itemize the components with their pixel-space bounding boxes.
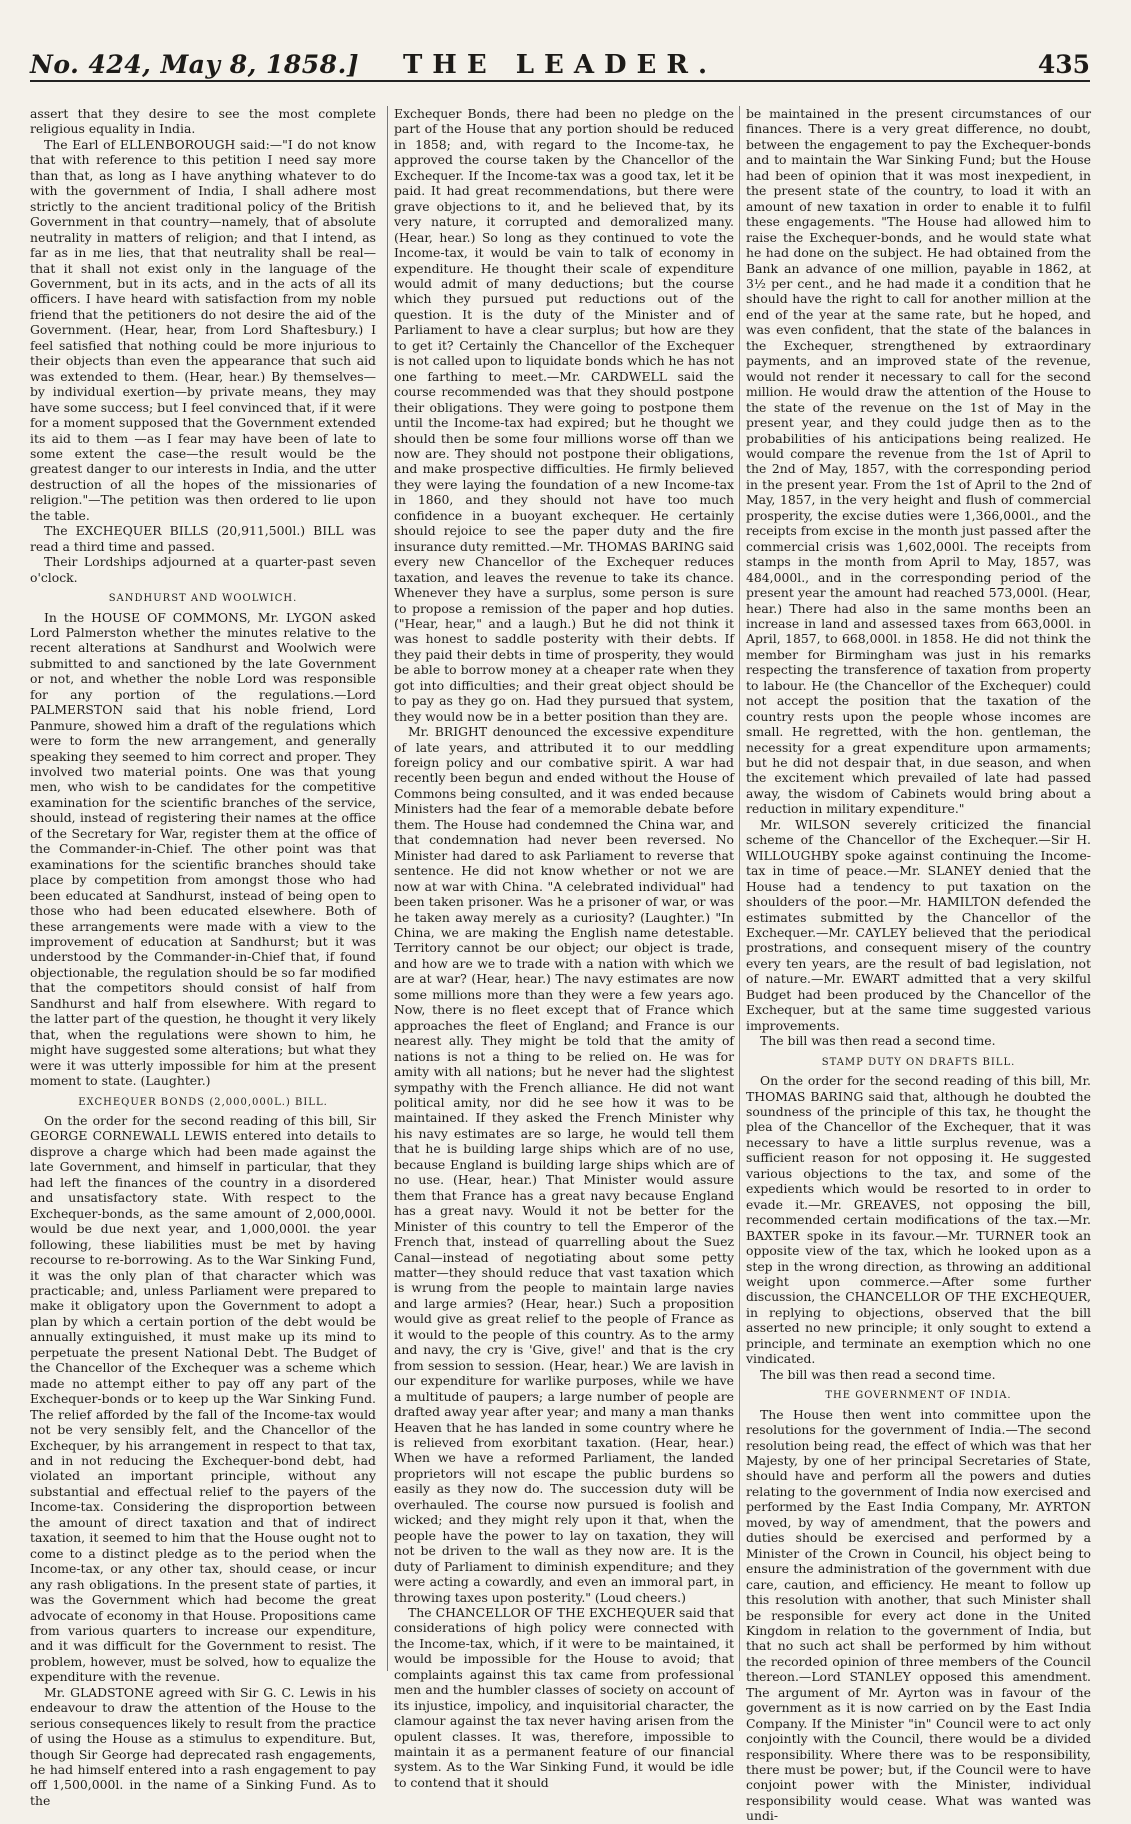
article-paragraph: Mr. GLADSTONE agreed with Sir G. C. Lewis in his endeavour to draw the attention of the House to the serious consequences likely to result from the practice of using the House as a stimulus to expenditure. But, though Sir George had deprecated rash engagements, he had himself entered into a rash engagement to pay off 1,500,000l. in the name of a Sinking Fund. As to the	[30, 1684, 376, 1808]
article-paragraph: The bill was then read a second time.	[760, 1033, 996, 1049]
issue-date: No. 424, May 8, 1858.]	[30, 50, 360, 79]
article-paragraph: Mr. WILSON severely criticized the financial scheme of the Chancellor of the Exchequer.—Sir H. WILLOUGHBY spoke against continuing the Income-tax in time of peace.—Mr. SLANEY denied that the House had a tendency to put taxation on the shoulders of the poor.—Mr. HAMILTON defended the estimates submitted by the Chancellor of the Exchequer.—Mr. CAYLEY believed that the periodical prostrations, and consequent misery of the country every ten years, are the result of bad legislation, not of nature.—Mr. EWART admitted that a very skilful Budget had been produced by the Chancellor of the Exchequer, but at the same time suggested various improvements.	[746, 816, 1091, 1033]
article-paragraph: The House then went into committee upon the resolutions for the government of India.—The second resolution being read, the effect of which was that her Majesty, by one of her principal Secretaries of State, should have and perform all the powers and duties relating to the government of India now exercised and performed by the East India Company, Mr. AYRTON moved, by way of amendment, that the powers and duties should be exercised and performed by a Minister of the Crown in Council, his object being to ensure the administration of the government with due care, caution, and efficiency. He meant to follow up this resolution with another, that such Minister shall be responsible for every act done in the United Kingdom in relation to the government of India, but that no such act shall be performed by him without the recorded opinion of three members of the Council thereon.—Lord STANLEY opposed this amendment. The argument of Mr. Ayrton was in favour of the government as it is now carried on by the East India Company. If the Minister "in" Council were to act only conjointly with the Council, there would be a divided responsibility. Where there was to be responsibility, there must be power; but, if the Council were to have conjoint power with the Minister, individual responsibility would cease. What was wanted was undi-	[746, 1406, 1091, 1824]
article-paragraph: On the order for the second reading of this bill, Sir GEORGE CORNEWALL LEWIS entered into details to disprove a charge which had been made against the late Government, and himself in particular, that they had left the finances of the country in a disordered and unsatisfactory state. With respect to the Exchequer-bonds, as the same amount of 2,000,000l. would be due next year, and 1,000,000l. the year following, these liabilities must be met by having recourse to re-borrowing. As to the War Sinking Fund, it was the only plan of that character which was practicable; and, unless Parliament were prepared to make it obligatory upon the Government to adopt a plan by which a certain portion of the debt would be annually extinguished, it must make up its mind to perpetuate the present National Debt. The Budget of the Chancellor of the Exchequer was a scheme which made no attempt either to pay off any part of the Exchequer-bonds or to keep up the War Sinking Fund. The relief afforded by the fall of the Income-tax would not be very sensibly felt, and the Chancellor of the Exchequer, by his arrangement in respect to that tax, and in not reducing the Exchequer-bond debt, had violated an important principle, without any substantial and effectual relief to the payers of the Income-tax. Considering the disproportion between the amount of direct taxation and that of indirect taxation, it seemed to him that the House ought not to come to a distinct pledge as to the period when the Income-tax, or any other tax, should cease, or incur any rash obligations. In the present state of parties, it was the Government which had become the great advocate of economy in that House. Propositions came from various quarters to increase our expenditure, and it was difficult for the Government to resist. The problem, however, must be solved, how to equalize the expenditure with the revenue.	[30, 1113, 376, 1685]
article-paragraph: The CHANCELLOR OF THE EXCHEQUER said that considerations of high policy were connected with the Income-tax, which, if it were to be maintained, it would be impossible for the House to avoid; that complaints against this tax came from professional men and the humbler classes of society on account of its injustice, impolicy, and inquisitorial character, the clamour against the tax never having arisen from the opulent classes. It was, therefore, impossible to maintain it as a permanent feature of our financial system. As to the War Sinking Fund, it would be idle to contend that it should	[394, 1604, 734, 1790]
article-paragraph: In the HOUSE OF COMMONS, Mr. LYGON asked Lord Palmerston whether the minutes relative to the recent alterations at Sandhurst and Woolwich were submitted to and sanctioned by the late Government or not, and whether the noble Lord was responsible for any portion of the regulations.—Lord PALMERSTON said that his noble friend, Lord Panmure, showed him a draft of the regulations which were to form the new arrangement, and generally speaking they seemed to him correct and proper. They involved two material points. One was that young men, who wish to be candidates for the competitive examination for the scientific branches of the service, should, instead of registering their names at the office of the Secretary for War, register them at the office of the Commander-in-Chief. The other point was that examinations for the scientific branches should take place by competition from amongst those who had been educated at Sandhurst, instead of being open to those who had been educated elsewhere. Both of these arrangements were made with a view to the improvement of education at Sandhurst; but it was understood by the Commander-in-Chief that, if found objectionable, the regulation should be so far modified that the competitors should consist of half from Sandhurst and half from elsewhere. With regard to the latter part of the question, he thought it very likely that, when the regulations were shown to him, he might have suggested some alterations; but what they were it was utterly impossible for him at the present moment to state. (Laughter.)	[30, 609, 376, 1089]
article-paragraph: Mr. BRIGHT denounced the excessive expenditure of late years, and attributed it to our meddling foreign policy and our combative spirit. A war had recently been begun and ended without the House of Commons being consulted, and it was ended because Ministers had the fear of a memorable debate before them. The House had condemned the China war, and that condemnation had never been reversed. No Minister had dared to ask Parliament to reverse that sentence. He did not know whether or not we are now at war with China. "A celebrated individual" had been taken prisoner. Was he a prisoner of war, or was he taken away merely as a curiosity? (Laughter.) "In China, we are making the English name detestable. Territory cannot be our object; our object is trade, and how are we to trade with a nation with which we are at war? (Hear, hear.) The navy estimates are now some millions more than they were a few years ago. Now, there is no fleet except that of France which approaches the fleet of England; and France is our nearest ally. They might be told that the amity of nations is not a thing to be relied on. He was for amity with all nations; but he never had the slightest sympathy with the French alliance. He did not want political amity, nor did he see how it was to be maintained. If they asked the French Minister why his navy estimates are so large, he would tell them that he is building large ships which are of no use, because England is building large ships which are of no use. (Hear, hear.) That Minister would assure them that France has a great navy because England has a great navy. Would it not be better for the Minister of this country to tell the Emperor of the French that, instead of quarrelling about the Suez Canal—instead of negotiating about some petty matter—they should reduce that vast taxation which is wrung from the people to maintain large navies and large armies? (Hear, hear.) Such a proposition would give as great relief to the people of France as it would to the people of this country. As to the army and navy, the cry is 'Give, give!' and that is the cry from session to session. (Hear, hear.) We are lavish in our expenditure for warlike purposes, while we have a multitude of paupers; a large number of people are drafted away year after year; and many a man thanks Heaven that he has landed in some country where he is relieved from exorbitant taxation. (Hear, hear.) When we have a reformed Parliament, the landed proprietors will not escape the public burdens so easily as they now do. The succession duty will be overhauled. The course now pursued is foolish and wicked; and they might rely upon it that, when the people have the power to lay on taxation, they will not be driven to the wall as they now are. It is the duty of Parliament to diminish expenditure; and they were acting a cowardly, and even an immoral part, in throwing taxes upon posterity." (Loud cheers.)	[394, 724, 734, 1605]
column-2	[387, 106, 734, 1790]
article-columns	[30, 106, 1091, 1824]
section-heading: SANDHURST AND WOOLWICH.	[108, 593, 298, 605]
article-paragraph: The EXCHEQUER BILLS (20,911,500l.) BILL was read a third time and passed.	[30, 523, 376, 554]
masthead	[30, 44, 1090, 82]
article-paragraph: On the order for the second reading of this bill, Mr. THOMAS BARING said that, although he doubted the soundness of the principle of this tax, he thought the plea of the Chancellor of the Exchequer, that it was necessary to have a little surplus revenue, was a sufficient reason for not opposing it. He suggested various objections to the tax, and some of the expedients which would be resorted to in order to evade it.—Mr. GREAVES, not opposing the bill, recommended certain modifications of the tax.—Mr. BAXTER spoke in its favour.—Mr. TURNER took an opposite view of the tax, which he looked upon as a step in the wrong direction, as throwing an additional weight upon commerce.—After some further discussion, the CHANCELLOR OF THE EXCHEQUER, in replying to objections, observed that the bill asserted no new principle; it only sought to extend a principle, and terminate an exemption which no one vindicated.	[746, 1073, 1091, 1367]
column-1	[30, 106, 376, 1808]
article-paragraph: assert that they desire to see the most complete religious equality in India.	[30, 106, 376, 137]
section-heading: STAMP DUTY ON DRAFTS BILL.	[821, 1056, 1016, 1068]
article-paragraph: be maintained in the present circumstances of our finances. There is a very great difference, no doubt, between the engagement to pay the Exchequer-bonds and to maintain the War Sinking Fund; but the House had been of opinion that it was most inexpedient, in the present state of the country, to load it with an amount of new taxation in order to enable it to fulfil these engagements. "The House had allowed him to raise the Exchequer-bonds, and he would state what he had done on the subject. He had obtained from the Bank an advance of one million, payable in 1862, at 3½ per cent., and he had made it a condition that he should have the right to call for another million at the end of the year at the same rate, but he hoped, and was even confident, that the state of the balances in the Exchequer, strengthened by extraordinary payments, and an improved state of the revenue, would not render it necessary to call for the second million. He would draw the attention of the House to the state of the revenue on the 1st of May in the present year, and they could judge then as to the probabilities of his anticipations being realized. He would compare the revenue from the 1st of April to the 2nd of May, 1857, with the corresponding period in the present year. From the 1st of April to the 2nd of May, 1857, in the very height and flush of commercial prosperity, the excise duties were 1,366,000l., and the receipts from excise in the month just passed after the commercial crisis was 1,602,000l. The receipts from stamps in the month from April to May, 1857, was 484,000l., and in the corresponding period of the present year the amount had reached 573,000l. (Hear, hear.) There had also in the same months been an increase in land and assessed taxes from 663,000l. in April, 1857, to 668,000l. in 1858. He did not think the member for Birmingham was just in his remarks respecting the transference of taxation from property to labour. He (the Chancellor of the Exchequer) could not accept the position that the taxation of the country rests upon the people whose incomes are small. He regretted, with the hon. gentleman, the necessity for a great expenditure upon armaments; but he did not despair that, in due season, and when the excitement which prevailed of late had passed away, the wisdom of Cabinets would bring about a reduction in military expenditure."	[746, 106, 1091, 817]
article-paragraph: The bill was then read a second time.	[760, 1366, 996, 1382]
newspaper-title: THE LEADER.	[402, 50, 718, 80]
page-number: 435	[1037, 50, 1090, 79]
section-heading: THE GOVERNMENT OF INDIA.	[825, 1390, 1012, 1402]
column-3	[739, 106, 1091, 1824]
article-paragraph: Their Lordships adjourned at a quarter-past seven o'clock.	[30, 554, 376, 585]
section-heading: EXCHEQUER BONDS (2,000,000L.) BILL.	[78, 1096, 328, 1108]
article-paragraph: The Earl of ELLENBOROUGH said:—"I do not know that with reference to this petition I need say more than that, as long as I have anything whatever to do with the government of India, I shall adhere most strictly to the ancient traditional policy of the British Government in that country—namely, that of absolute neutrality in matters of religion; and that I intend, as far as in me lies, that that neutrality shall be real—that it shall not exist only in the language of the Government, but in its acts, and in the acts of all its officers. I have heard with satisfaction from my noble friend that the petitioners do not desire the aid of the Government. (Hear, hear, from Lord Shaftesbury.) I feel satisfied that nothing could be more injurious to their objects than even the appearance that such aid was extended to them. (Hear, hear.) By themselves—by individual exertion—by private means, they may have some success; but I feel convinced that, if it were for a moment supposed that the Government extended its aid to them —as I fear may have been of late to some extent the case—the result would be the greatest danger to our interests in India, and the utter destruction of all the hopes of the missionaries of religion."—The petition was then ordered to lie upon the table.	[30, 136, 376, 523]
article-paragraph: Exchequer Bonds, there had been no pledge on the part of the House that any portion should be reduced in 1858; and, with regard to the Income-tax, he approved the course taken by the Chancellor of the Exchequer. If the Income-tax was a good tax, let it be paid. It had great recommendations, but there were grave objections to it, and he believed that, by its very nature, it corrupted and demoralized many. (Hear, hear.) So long as they continued to vote the Income-tax, it would be vain to talk of economy in expenditure. He thought their scale of expenditure would admit of many deductions; but the course which they pursued put reductions out of the question. It is the duty of the Minister and of Parliament to have a clear surplus; but how are they to get it? Certainly the Chancellor of the Exchequer is not called upon to liquidate bonds which he has not one farthing to meet.—Mr. CARDWELL said the course recommended was that they should postpone their obligations. They were going to postpone them until the Income-tax had expired; but he thought we should then be some four millions worse off than we now are. They should not postpone their obligations, and make prospective difficulties. He firmly believed they were laying the foundation of a new Income-tax in 1860, and they should not have too much confidence in a buoyant exchequer. He certainly should rejoice to see the paper duty and the fire insurance duty remitted.—Mr. THOMAS BARING said every new Chancellor of the Exchequer reduces taxation, and leaves the revenue to take its chance. Whenever they have a surplus, some person is sure to propose a remission of the paper and hop duties. ("Hear, hear," and a laugh.) But he did not think it was honest to saddle posterity with their debts. If they paid their debts in time of prosperity, they would be able to borrow money at a cheaper rate when they got into difficulties; and their great object should be to pay as they go on. Had they pursued that system, they would now be in a better position than they are.	[394, 106, 734, 724]
